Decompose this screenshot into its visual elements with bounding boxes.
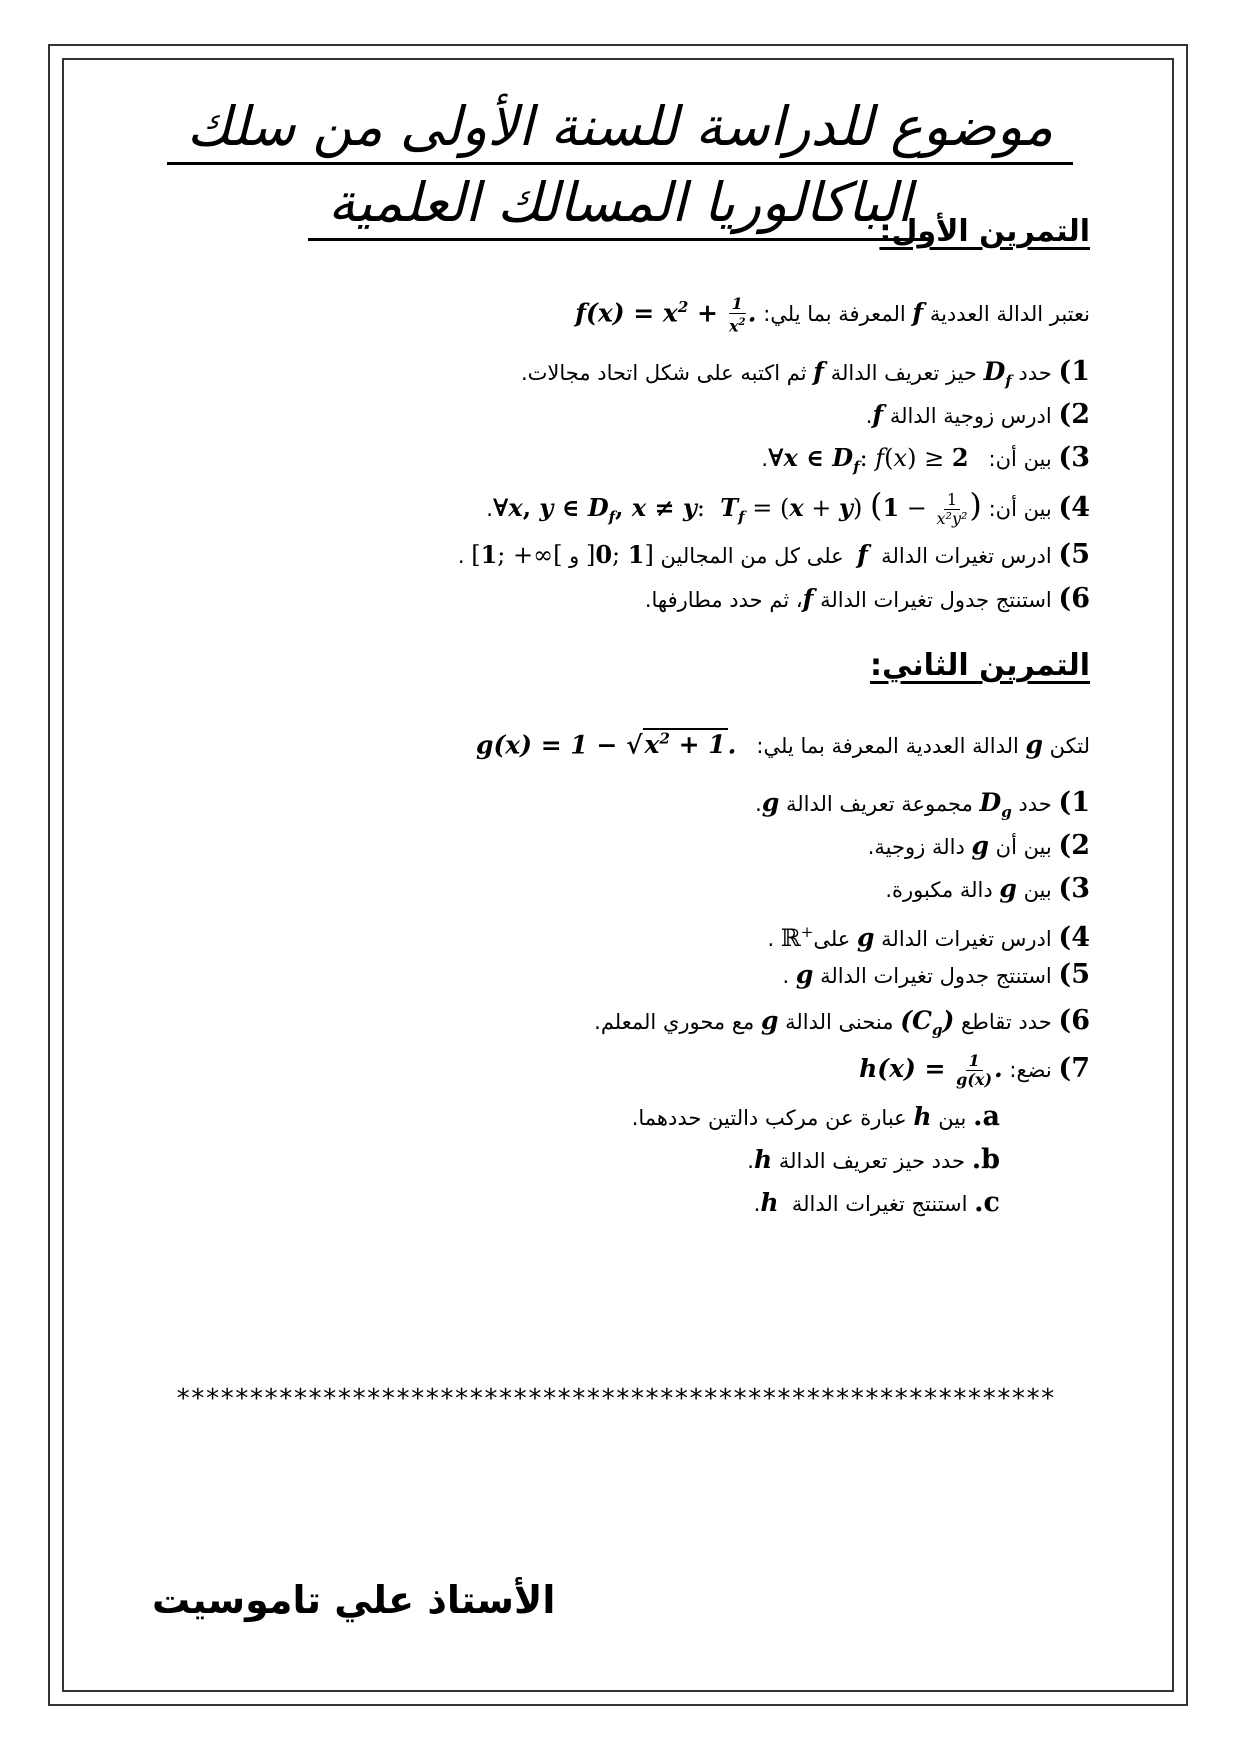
exercise-1-item-4: 4) بين أن: ∀x, y ∈ $D_f$, x ≠ y: $T_f = (x + y) (1$ − $\frac{1}{\text{x²y²}}$ ). xyxy=(486,486,1090,528)
exercise-1-intro-formula: $f(x) = x^2$ + $\frac{1}{x^2}$ . xyxy=(575,293,757,335)
exercise-2-intro xyxy=(476,722,1090,763)
exercise-2-item-4: 4) ادرس تغيرات الدالة g علىℝ+ . xyxy=(767,922,1090,953)
exercise-2-item-7: 7) نضع: h(x) = $\frac{1}{g(x)}$ . xyxy=(859,1051,1090,1089)
exercise-2-subitem-c: c. استنتج تغيرات الدالة h. xyxy=(753,1187,1000,1218)
author-name: الأستاذ علي تاموسيت xyxy=(152,1578,556,1622)
exercise-1-heading: التمرين الأول: xyxy=(879,214,1090,249)
exercise-2-item-1: 1) حدد $D_g$ مجموعة تعريف الدالة g. xyxy=(755,787,1090,821)
title-line-2: الباكالوريا المسالك العلمية xyxy=(130,168,1110,238)
exercise-2-heading: التمرين الثاني: xyxy=(870,648,1090,683)
exercise-2-intro-text: لتكن g الدالة العددية المعرفة بما يلي: xyxy=(756,730,1090,760)
title-line-1: موضوع للدراسة للسنة الأولى من سلك xyxy=(130,92,1110,162)
exercise-1-item-1: 1) حدد $D_f$ حيز تعريف الدالة f ثم اكتبه على شكل اتحاد مجالات. xyxy=(520,356,1090,390)
exercise-1-item-6: 6) استنتج جدول تغيرات الدالة f، ثم حدد مطارفها. xyxy=(644,583,1090,614)
exercise-2-item-5: 5) استنتج جدول تغيرات الدالة g . xyxy=(782,959,1090,990)
exercise-2-subitem-a: a. بين h عبارة عن مركب دالتين حددهما. xyxy=(631,1101,1000,1132)
exercise-2-subitem-b: b. حدد حيز تعريف الدالة h. xyxy=(747,1144,1000,1175)
exercise-1-intro-text: نعتبر الدالة العددية f المعرفة بما يلي: xyxy=(763,298,1090,328)
exercise-2-item-3: 3) بين g دالة مكبورة. xyxy=(885,873,1090,904)
exercise-2-intro-formula: $g(x) = 1 - √x^2 + 1$. xyxy=(475,730,737,760)
exercise-1-item-3: 3) بين أن: ∀x ∈ $D_f$: f(x) ≥ 2. xyxy=(761,442,1090,476)
exercise-2-item-2: 2) بين أن g دالة زوجية. xyxy=(867,830,1090,861)
exercise-1-item-2: 2) ادرس زوجية الدالة f. xyxy=(865,399,1090,430)
separator-line: ************************************************************ xyxy=(175,1384,1055,1414)
exercise-2-item-6: 6) حدد تقاطع $(C_g)$ منحنى الدالة g مع محوري المعلم. xyxy=(594,1005,1090,1039)
exercise-1-item-5: 5) ادرس تغيرات الدالة f على كل من المجالين ]0; 1] و [1; +∞[ . xyxy=(457,539,1090,570)
exercise-1-intro xyxy=(575,290,1090,335)
